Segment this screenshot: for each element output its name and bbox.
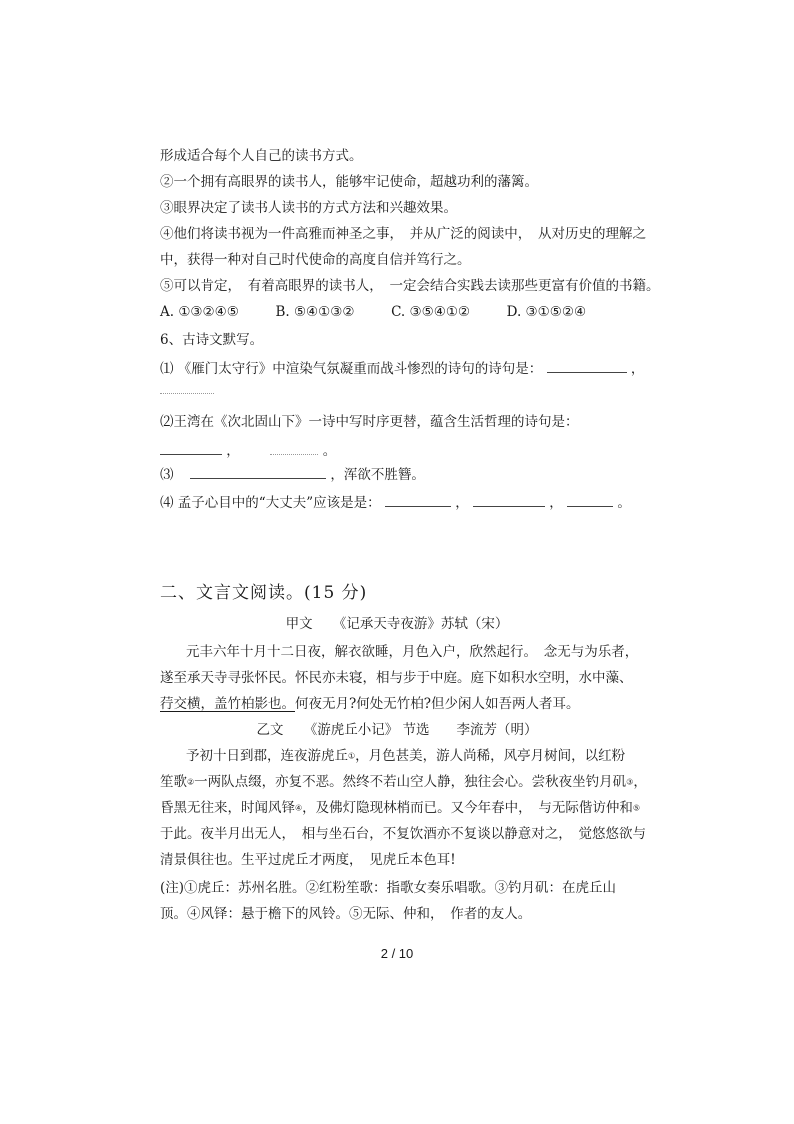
passage-b-title: 乙文 《游虎丘小记》 节选 李流芳（明）	[256, 722, 538, 738]
answer-blank[interactable]	[567, 492, 613, 507]
answer-blank[interactable]	[160, 381, 214, 394]
question-6-part-3: ⑶ ，浑欲不胜簪。	[160, 464, 425, 485]
text-line: ⑤可以肯定， 有着高眼界的读书人， 一定会结合实践去读那些更富有价值的书籍。	[160, 278, 660, 294]
footnote-marker: ①	[348, 751, 356, 761]
option-d: D. ③①⑤②④	[506, 304, 587, 320]
page-number: 2 / 10	[380, 946, 414, 961]
footnote-marker: ④	[295, 803, 303, 813]
question-6-part-4: ⑷ 孟子心目中的“大丈夫”应该是是： ， ， 。	[160, 492, 631, 513]
question-6-part-2-blanks: ， 。	[160, 440, 336, 461]
passage-a-line: 荇交横，盖竹柏影也。何夜无月?何处无竹柏?但少闲人如吾两人者耳。	[160, 696, 580, 712]
passage-a-title: 甲文 《记承天寺夜游》苏轼（宋）	[285, 616, 509, 632]
passage-b-line: 于此。夜半月出无人， 相与坐石台，不复饮酒亦不复谈以静意对之， 觉悠悠欲与	[160, 826, 646, 842]
text-line: 中，获得一种对自己时代使命的高度自信并笃行之。	[160, 252, 471, 268]
answer-blank[interactable]	[385, 492, 451, 507]
passage-b-line: 昏黑无往来，时闻风铎④，及佛灯隐现林梢而已。又今年春中， 与无际偕访仲和⑤	[160, 800, 641, 816]
option-a: A. ①③②④⑤	[160, 304, 239, 320]
answer-blank[interactable]	[473, 492, 545, 507]
text-line: ④他们将读书视为一件高雅而神圣之事， 并从广泛的阅读中， 从对历史的理解之	[160, 226, 646, 242]
notes-line: (注)①虎丘：苏州名胜。②红粉笙歌：指歌女奏乐唱歌。③钓月矶：在虎丘山	[160, 880, 617, 896]
text-line: ②一个拥有高眼界的读书人，能够牢记使命，超越功利的藩篱。	[160, 174, 538, 190]
footnote-marker: ⑤	[632, 803, 641, 813]
question-6-part-2: ⑵王湾在《次北固山下》一诗中写时序更替，蕴含生活哲理的诗句是：	[160, 414, 579, 430]
passage-b-line: 予初十日到郡，连夜游虎丘①，月色甚美，游人尚稀，风亭月树间，以红粉	[186, 748, 626, 764]
footnote-marker: ③	[626, 777, 634, 787]
footnote-marker: ②	[187, 777, 195, 787]
answer-blank[interactable]	[547, 358, 627, 373]
text-line: 形成适合每个人自己的读书方式。	[160, 148, 363, 164]
section-heading: 二、文言文阅读。(15 分)	[160, 583, 368, 603]
passage-a-line: 元丰六年十月十二日夜，解衣欲睡，月色入户，欣然起行。 念无与为乐者，	[186, 644, 639, 660]
question-6-title: 6、古诗文默写。	[160, 332, 264, 348]
answer-blank[interactable]	[160, 440, 222, 455]
dotted-blank-row	[160, 380, 214, 400]
answer-blank[interactable]	[270, 442, 318, 455]
notes-line: 顶。④风铎：悬于檐下的风铃。⑤无际、仲和， 作者的友人。	[160, 906, 532, 922]
question-6-part-1: ⑴ 《雁门太守行》中渲染气氛凝重而战斗惨烈的诗句的诗句是： ，	[160, 358, 644, 379]
answer-options	[160, 302, 586, 322]
text-line: ③眼界决定了读书人读书的方式方法和兴趣效果。	[160, 200, 457, 216]
passage-a-line: 遂至承天寺寻张怀民。怀民亦未寝，相与步于中庭。庭下如积水空明，水中藻、	[160, 670, 633, 686]
answer-blank[interactable]	[190, 464, 326, 479]
option-b: B. ⑤④①③②	[275, 304, 355, 320]
passage-b-line: 笙歌②一两队点缀，亦复不恶。然终不若山空人静，独往会心。尝秋夜坐钓月矶③，	[160, 774, 647, 790]
passage-b-line: 清景俱往也。生平过虎丘才两度， 见虎丘本色耳!	[160, 852, 456, 868]
option-c: C. ③⑤④①②	[391, 304, 471, 320]
